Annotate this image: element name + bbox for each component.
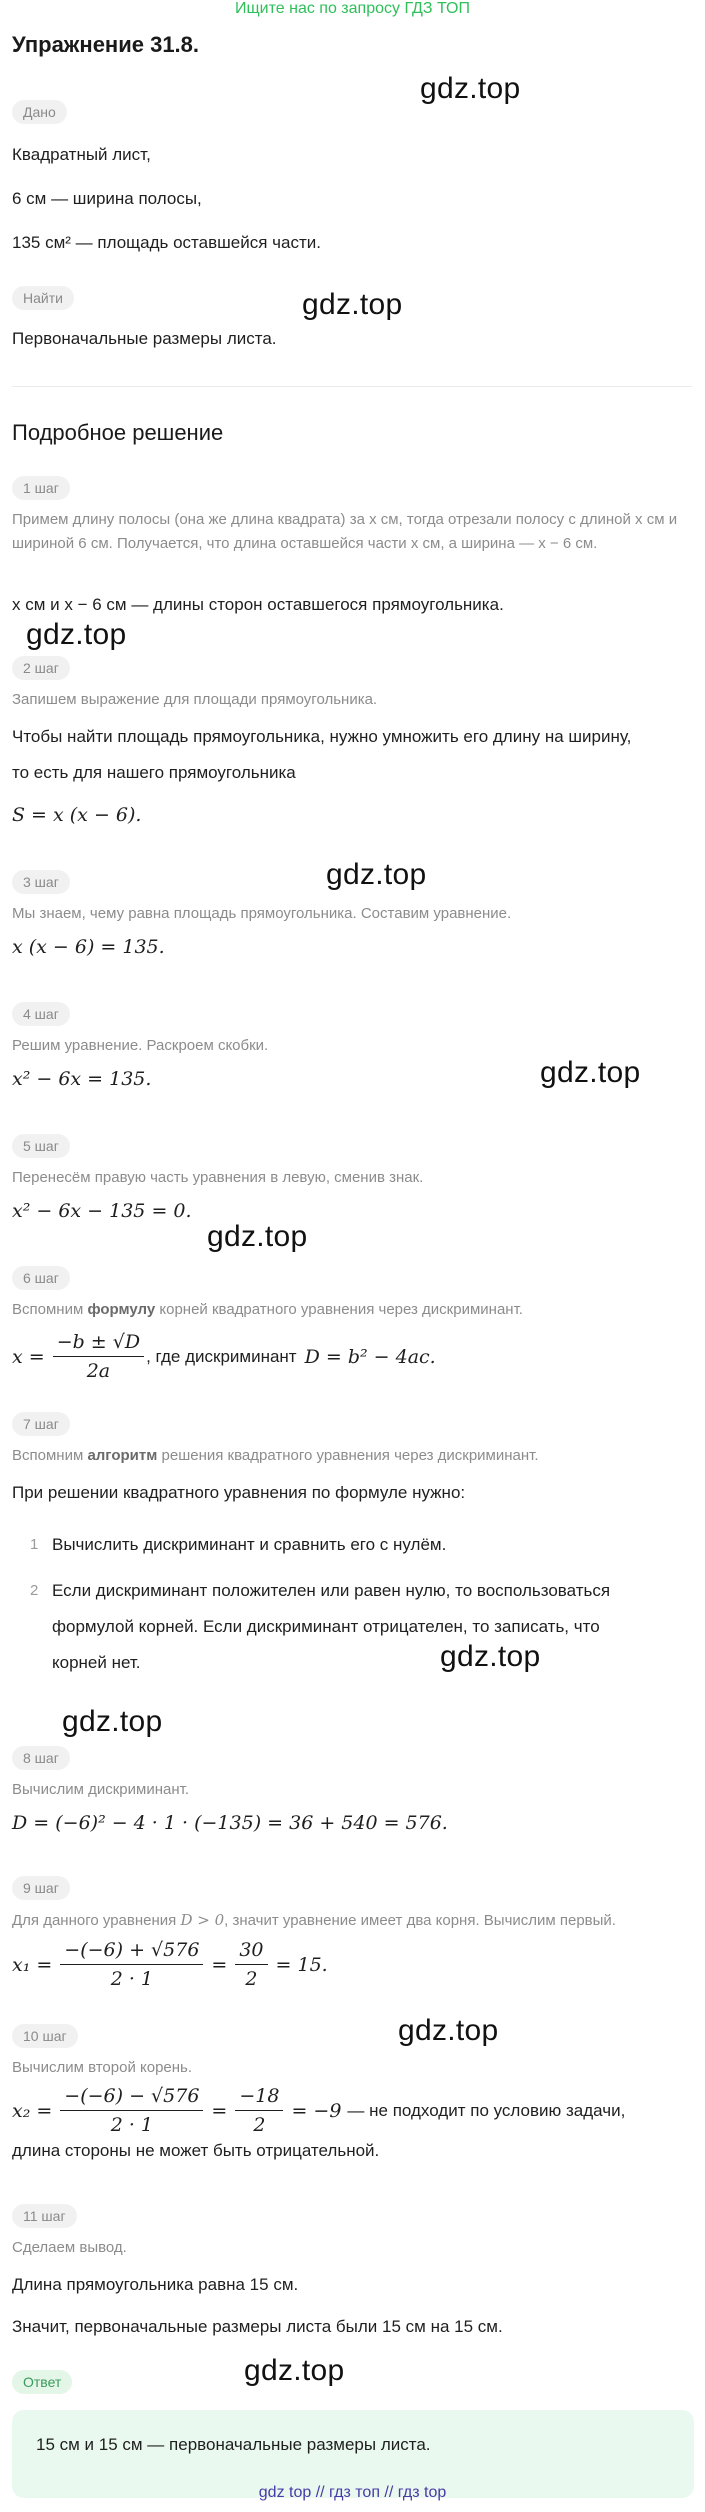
step-muted-text: Вычислим дискриминант. bbox=[12, 1781, 189, 1798]
step-muted-text: Вспомним алгоритм решения квадратного уравнения через дискриминант. bbox=[12, 1447, 539, 1464]
step-text: то есть для нашего прямоугольника bbox=[12, 763, 296, 782]
watermark: gdz.top bbox=[540, 1056, 641, 1089]
formula-x1: x₁ = $\frac{-(-6) + √576}{2 \cdot 1}$ = $\frac{30}{2}$ = 15. bbox=[12, 1939, 328, 1990]
page-title: Упражнение 31.8. bbox=[12, 32, 200, 57]
watermark: gdz.top bbox=[302, 288, 403, 321]
step-badge: 6 шаг bbox=[12, 1266, 70, 1290]
watermark: gdz.top bbox=[420, 72, 521, 105]
step-muted-text: Решим уравнение. Раскроем скобки. bbox=[12, 1037, 269, 1054]
step-muted-text: Перенесём правую часть уравнения в левую, сменив знак. bbox=[12, 1169, 424, 1186]
given-line: Квадратный лист, bbox=[12, 145, 151, 164]
formula: S = x (x − 6). bbox=[12, 804, 142, 826]
watermark: gdz.top bbox=[398, 2014, 499, 2047]
divider bbox=[12, 386, 692, 387]
given-line: 135 см² — площадь оставшейся части. bbox=[12, 233, 321, 252]
watermark: gdz.top bbox=[244, 2354, 345, 2387]
solution-title: Подробное решение bbox=[12, 420, 224, 445]
step-text: Чтобы найти площадь прямоугольника, нужно умножить его длину на ширину, bbox=[12, 727, 632, 746]
watermark: gdz.top bbox=[26, 618, 127, 651]
step-muted-text: Сделаем вывод. bbox=[12, 2239, 127, 2256]
step-muted-text: Запишем выражение для площади прямоугольника. bbox=[12, 691, 378, 708]
step-text: Длина прямоугольника равна 15 см. bbox=[12, 2275, 299, 2294]
formula: x (x − 6) = 135. bbox=[12, 936, 165, 958]
list-item: корней нет. bbox=[52, 1653, 141, 1672]
step-text: длина стороны не может быть отрицательной. bbox=[12, 2141, 380, 2160]
list-number: 1 bbox=[30, 1536, 39, 1553]
list-item: Если дискриминант положителен или равен нулю, то воспользоваться bbox=[52, 1581, 611, 1600]
find-section bbox=[12, 286, 74, 310]
formula: x² − 6x = 135. bbox=[12, 1068, 152, 1090]
step-muted-text: Примем длину полосы (она же длина квадрата) за x см, тогда отрезали полосу с длиной x см и шириной 6 см. Получается, что длина оставшейся части x см, а ширина — x − 6 см. bbox=[12, 511, 678, 552]
search-hint-link[interactable]: Ищите нас по запросу ГДЗ ТОП bbox=[235, 0, 470, 17]
watermark: gdz.top bbox=[326, 858, 427, 891]
step-badge: 8 шаг bbox=[12, 1746, 70, 1770]
formula: x² − 6x − 135 = 0. bbox=[12, 1200, 192, 1222]
list-item: формулой корней. Если дискриминант отрицателен, то записать, что bbox=[52, 1617, 600, 1636]
step-badge: 7 шаг bbox=[12, 1412, 70, 1436]
watermark: gdz.top bbox=[207, 1220, 308, 1253]
formula-x2: x₂ = $\frac{-(-6) - √576}{2 \cdot 1}$ = $\frac{-18}{2}$ = −9 — не подходит по условию задачи, bbox=[12, 2085, 626, 2136]
step-muted-text: Для данного уравнения D > 0, значит уравнение имеет два корня. Вычислим первый. bbox=[12, 1911, 616, 1929]
step-badge: 11 шаг bbox=[12, 2204, 77, 2228]
step-text: x см и x − 6 см — длины сторон оставшегося прямоугольника. bbox=[12, 595, 504, 614]
watermark: gdz.top bbox=[62, 1705, 163, 1738]
step-badge: 2 шаг bbox=[12, 656, 70, 680]
find-text: Первоначальные размеры листа. bbox=[12, 329, 277, 348]
list-item: Вычислить дискриминант и сравнить его с нулём. bbox=[52, 1535, 447, 1554]
given-line: 6 см — ширина полосы, bbox=[12, 189, 202, 208]
step-text: При решении квадратного уравнения по формуле нужно: bbox=[12, 1483, 466, 1502]
step-badge: 1 шаг bbox=[12, 476, 70, 500]
step-muted-text: Вычислим второй корень. bbox=[12, 2059, 193, 2076]
formula: D = (−6)² − 4 · 1 · (−135) = 36 + 540 = 576. bbox=[12, 1812, 448, 1834]
formula-roots: x = $\frac{-b \pm √D}{2a}$ , где дискриминант D = b² − 4ac. bbox=[12, 1331, 436, 1382]
given-badge: Дано bbox=[12, 100, 67, 124]
find-badge: Найти bbox=[12, 286, 74, 310]
step-badge: 10 шаг bbox=[12, 2024, 78, 2048]
given-section bbox=[12, 100, 67, 124]
step-text: Значит, первоначальные размеры листа были 15 см на 15 см. bbox=[12, 2317, 503, 2336]
list-number: 2 bbox=[30, 1582, 39, 1599]
step-muted-text: Вспомним формулу корней квадратного уравнения через дискриминант. bbox=[12, 1301, 523, 1318]
step-badge: 3 шаг bbox=[12, 870, 70, 894]
step-muted-text: Мы знаем, чему равна площадь прямоугольника. Составим уравнение. bbox=[12, 905, 512, 922]
step-badge: 4 шаг bbox=[12, 1002, 70, 1026]
answer-text: 15 см и 15 см — первоначальные размеры листа. bbox=[36, 2435, 431, 2454]
step-badge: 9 шаг bbox=[12, 1876, 70, 1900]
watermark: gdz.top bbox=[440, 1640, 541, 1673]
step-badge: 5 шаг bbox=[12, 1134, 70, 1158]
footer-links[interactable]: gdz top // гдз топ // гдз top bbox=[258, 2484, 447, 2501]
answer-badge: Ответ bbox=[12, 2370, 72, 2394]
